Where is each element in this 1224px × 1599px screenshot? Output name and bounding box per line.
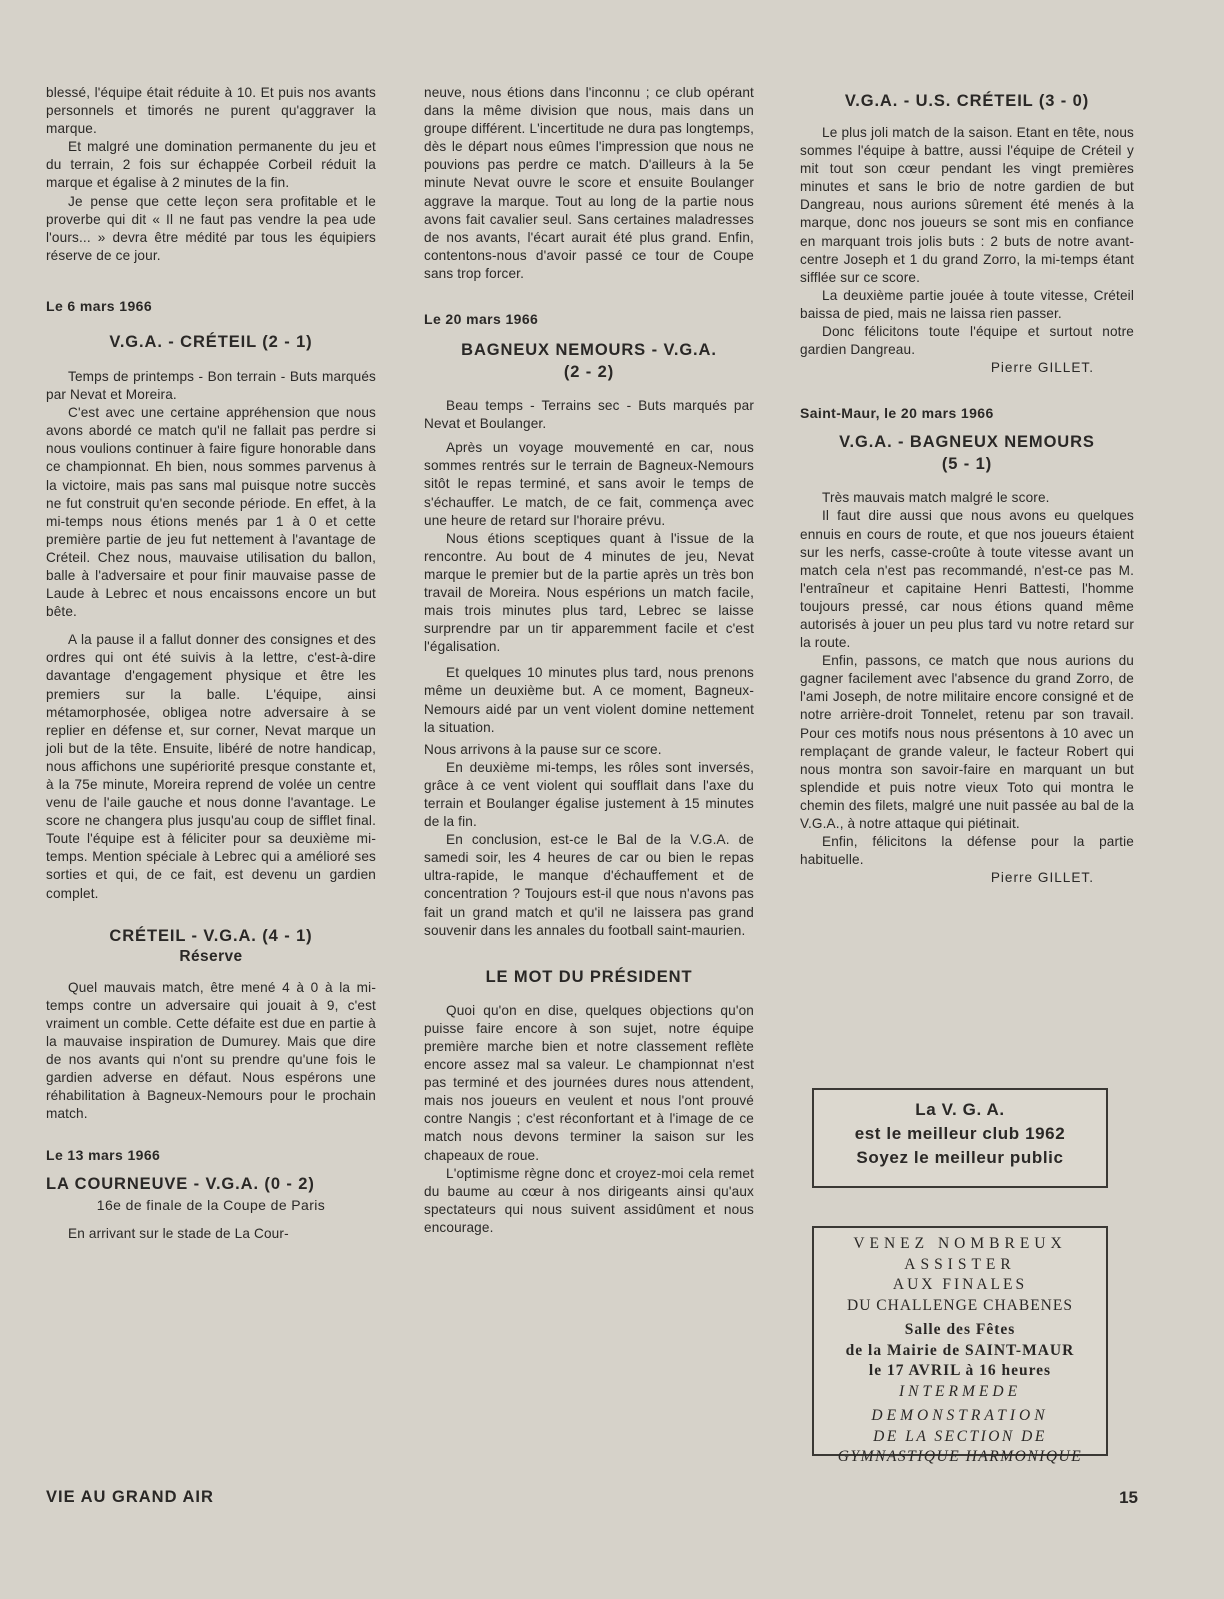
article-paragraph: Donc félicitons toute l'équipe et surtout notre gardien Dangreau. [800,324,1134,358]
event-announcement-box [812,1226,1108,1465]
article-paragraph: neuve, nous étions dans l'inconnu ; ce club opérant dans la même division que nous, mais dans un groupe différent. L'incertitude ne dura pas longtemps, dès le départ nous eûmes l'impression que nous ne pouvions pas perdre ce match. D'ailleurs à la 5e minute Nevat ouvre le score et ensuite Boulanger aggrave la marque. Tout au long de la partie nous avons fait cavalier seul. Sans certaines maladresses de nos avants, l'écart aurait été plus grand. Enfin, contentons-nous d'avoir passé ce tour de Coupe sans trop forcer. [424,85,754,281]
article-score: (5 - 1) [941,455,993,474]
article-paragraph: En deuxième mi-temps, les rôles sont inversés, grâce à ce vent violent qui soufflait dans l'axe du terrain et Boulanger égalise justement à 15 minutes de la fin. [424,759,754,830]
article-date: Le 13 mars 1966 [46,1147,161,1164]
column-1 [46,84,376,1244]
article-title: LE MOT DU PRÉSIDENT [485,967,693,986]
announcement-line: le 17 AVRIL à 16 heures [868,1362,1052,1379]
article-subtitle: Réserve [179,947,243,965]
slogan-line: La V. G. A. [915,1100,1005,1119]
signature: Pierre GILLET. [990,360,1094,376]
article-paragraph: Nous arrivons à la pause sur ce score. [424,741,662,757]
magazine-name: VIE AU GRAND AIR [46,1488,214,1506]
column-2 [424,84,754,1237]
announcement-line: AUX FINALES [892,1276,1028,1293]
club-slogan-box [812,1088,1108,1188]
article-title: BAGNEUX NEMOURS - V.G.A. [461,341,717,360]
article-paragraph: Très mauvais match malgré le score. [822,490,1050,506]
announcement-line: DE LA SECTION DE [873,1427,1047,1445]
announcement-line: GYMNASTIQUE HARMONIQUE [837,1448,1083,1465]
announcement-line: VENEZ NOMBREUX [853,1235,1067,1252]
article-paragraph: Après un voyage mouvementé en car, nous sommes rentrés sur le terrain de Bagneux-Nemours sitôt le repas terminé, et sans avoir le temps de s'échauffer. Le match, de ce fait, commença avec une heure de retard sur l'horaire prévu. [424,440,754,528]
article-paragraph: Temps de printemps - Bon terrain - Buts marqués par Nevat et Moreira. [46,368,376,403]
article-title: V.G.A. - BAGNEUX NEMOURS [839,433,1095,452]
article-paragraph: Quoi qu'on en dise, quelques objections qu'on puisse faire encore à son sujet, notre équipe première marche bien et notre classement reflète encore assez mal sa valeur. Le championnat n'est pas terminé et des journées dures nous attendent, mais nos joueurs en veulent et nous l'ont prouvé contre Nangis ; c'est réconfortant et à l'image de ce match nous devons terminer la saison sur les chapeaux de roue. [424,1002,754,1163]
article-paragraph: Il faut dire aussi que nous avons eu quelques ennuis en cours de route, et que nos joueurs étaient sur les nerfs, casse-croûte à toute vitesse avant un match cela n'est pas recommandé, n'est-ce pas M. l'entraîneur et capitaine Henri Battesti, l'homme toujours pressé, car nous étions quand même autorisés à jouer un peu plus tard vu notre retard sur la route. [800,508,1134,651]
article-date: Le 20 mars 1966 [424,311,539,328]
article-paragraph: En arrivant sur le stade de La Cour- [68,1226,289,1242]
intro-paragraph: blessé, l'équipe était réduite à 10. Et puis nos avants personnels et timorés ne purent qu'aggraver la marque. [46,85,376,137]
announcement-line: ASSISTER [904,1255,1016,1273]
slogan-line: est le meilleur club 1962 [854,1124,1066,1143]
article-paragraph: A la pause il a fallut donner des consignes et des ordres qui ont été suivis à la lettre, c'est-à-dire davantage d'engagement physique et être les premiers sur la balle. L'équipe, ainsi métamorphosée, obligea notre adversaire à se replier en défense et, sur corner, Nevat marque un joli but de la tête. Ensuite, libéré de notre handicap, nous affichons une supériorité presque constante et, à la 75e minute, Moreira reprend de volée un centre venu de l'aile gauche et nous donne l'avantage. Le score ne changera plus jusqu'au coup de sifflet final. Toute l'équipe est à féliciter pour sa deuxième mi-temps. Mention spéciale à Lebrec qui a amélioré ses sorties et qui, de ce fait, est devenu un gardien complet. [46,632,376,901]
signature: Pierre GILLET. [990,870,1094,886]
article-paragraph: En conclusion, est-ce le Bal de la V.G.A. de samedi soir, les 4 heures de car ou bien le repas ultra-rapide, le manque d'échauffement et de concentration ? Toujours est-il que nous n'avons pas fait un grand match et qu'il ne laissera pas grand souvenir dans les annales du football saint-maurien. [424,832,754,938]
article-paragraph: Enfin, félicitons la défense pour la partie habituelle. [800,834,1134,868]
article-date: Le 6 mars 1966 [46,297,153,314]
announcement-line: INTERMEDE [898,1382,1022,1400]
article-paragraph: Quel mauvais match, être mené 4 à 0 à la mi-temps contre un adversaire qui jouait à 9, c'est vraiment un comble. Cette défaite est due en partie à la mauvaise inspiration de Dumurey. Mais que dire de nos avants qui n'ont su prendre qu'une fois le gardien adverse en défaut. Nous espérons une réhabilitation à Bagneux-Nemours pour le prochain match. [46,979,376,1122]
article-paragraph: Le plus joli match de la saison. Etant en tête, nous sommes l'équipe à battre, aussi l'équipe de Créteil y mit tout son cœur pendant les vingt premières minutes et sans le brio de notre gardien de but Dangreau, nous aurions sûrement été menés à la marque, donc nos joueurs se sont mis en confiance en marquant trois jolis buts : 2 buts de notre avant-centre Joseph et 1 du grand Zorro, la mi-temps étant sifflée sur ce score. [800,125,1134,285]
announcement-line: DU CHALLENGE CHABENES [847,1296,1073,1314]
announcement-line: DEMONSTRATION [871,1407,1049,1424]
article-title: LA COURNEUVE - V.G.A. (0 - 2) [46,1175,315,1194]
article-paragraph: C'est avec une certaine appréhension que nous avons abordé ce match qu'il ne fallait pas perdre si nous voulions continuer à faire figure honorable dans ce championnat. Eh bien, nous sommes parvenus à la victoire, mais pas sans mal puisque notre succès ne fut construit qu'en seconde période. En effet, à la mi-temps nous étions menés par 1 à 0 et cette première partie de jeu fut nettement à l'avantage de Créteil. Chez nous, mauvaise utilisation du ballon, balle à l'adversaire et pour finir mauvaise passe de Laude à Lebrec et nous encaissons encore un but bête. [46,405,376,620]
article-paragraph: Enfin, passons, ce match que nous aurions du gagner facilement avec l'absence du grand Zorro, de l'ami Joseph, de notre militaire encore consigné et de notre arrière-droit Tonnelet, retenu par son travail. Pour ces motifs nous nous présentons à 10 avec un remplaçant de grande valeur, le facteur Robert qui nous montra son savoir-faire en marquant un but splendide et puis notre vieux Toto qui montra le chemin des filets, malgré une nuit passée au bal de la V.G.A., à notre attaque qui piétinait. [800,653,1134,831]
slogan-line: Soyez le meilleur public [856,1148,1064,1167]
intro-paragraph: Et malgré une domination permanente du jeu et du terrain, 2 fois sur échappée Corbeil réduit la marque et égalise à 2 minutes de la fin. [46,139,376,191]
article-title: CRÉTEIL - V.G.A. (4 - 1) [109,926,313,945]
intro-paragraph: Je pense que cette leçon sera profitable et le proverbe qui dit « Il ne faut pas vendre la pea ude l'ours... » devra être médité par tous les équipiers réserve de ce jour. [46,193,376,263]
announcement-line: de la Mairie de SAINT-MAUR [845,1341,1075,1359]
article-paragraph: Nous étions sceptiques quant à l'issue de la rencontre. Au bout de 4 minutes de jeu, Nevat marque le premier but de la partie après un très bon travail de Moreira. Nous espérions un match facile, mais trois minutes plus tard, Lebrec se laisse surprendre par un tir apparemment facile et c'est l'égalisation. [424,530,754,655]
article-title: V.G.A. - U.S. CRÉTEIL (3 - 0) [844,92,1090,110]
article-subtitle: 16e de finale de la Coupe de Paris [96,1197,326,1214]
announcement-line: Salle des Fêtes [904,1321,1016,1338]
page-number: 15 [1119,1488,1138,1507]
article-paragraph: Beau temps - Terrains sec - Buts marqués par Nevat et Boulanger. [424,398,754,432]
article-date: Saint-Maur, le 20 mars 1966 [800,405,994,422]
article-paragraph: Et quelques 10 minutes plus tard, nous prenons même un deuxième but. A ce moment, Bagneux-Nemours aidé par un vent violent domine nettement la situation. [424,665,754,735]
article-paragraph: L'optimisme règne donc et croyez-moi cela remet du baume au cœur à nos dirigeants ainsi qu'aux spectateurs qui nous suivent assidûment et nous encourage. [424,1165,754,1235]
article-paragraph: La deuxième partie jouée à toute vitesse, Créteil baissa de pied, mais ne laissa rien passer. [800,287,1134,321]
column-3 [800,90,1134,887]
article-title: V.G.A. - CRÉTEIL (2 - 1) [109,332,313,351]
article-score: (2 - 2) [563,363,615,382]
